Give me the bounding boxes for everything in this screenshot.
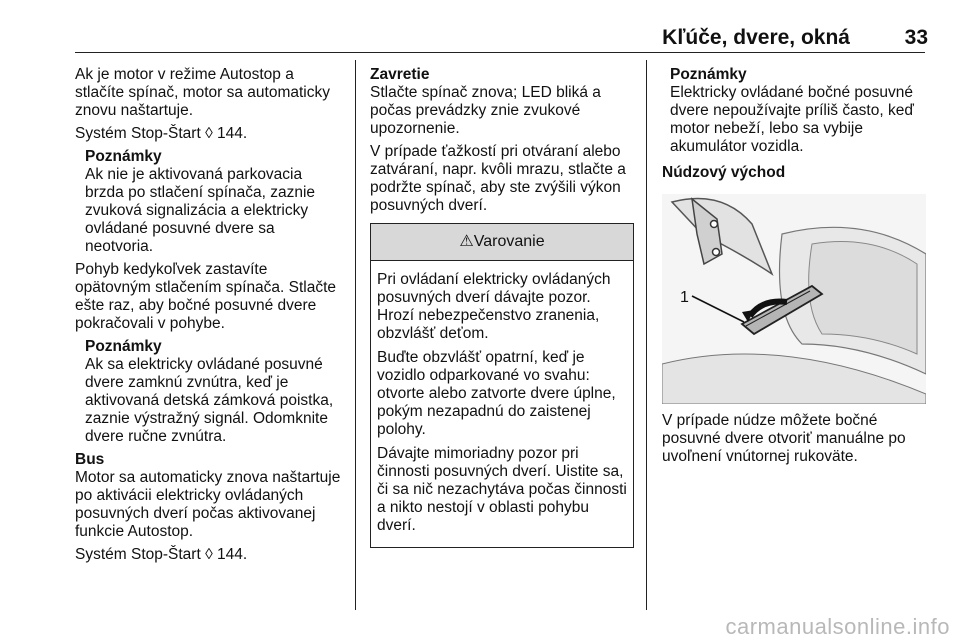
warning-paragraph: Pri ovládaní elektricky ovládaných posuvných dverí dávajte pozor. Hrozí nebezpečenstvo zranenia, obzvlášť deťom. [377, 271, 611, 342]
cross-reference: Systém Stop-Štart ◊ 144. [75, 546, 248, 563]
middle-column [370, 66, 635, 548]
note-text: Elektricky ovládané bočné posuvné dvere nepoužívajte príliš často, keď motor nebeží, lebo sa vybije akumulátor vozidla. [670, 84, 914, 155]
note-text: Ak nie je aktivovaná parkovacia brzda po stlačení spínača, zaznie zvuková signalizácia a elektricky ovládané posuvné dvere sa neotvoria. [85, 166, 316, 255]
note-title: Poznámky [85, 148, 162, 165]
warning-box [370, 223, 634, 548]
paragraph-bus: Motor sa automaticky znova naštartuje po aktivácii elektricky ovládaných posuvných dverí počas aktivovanej funkcie Autostop. [75, 469, 341, 540]
page-number: 33 [904, 26, 928, 49]
warning-triangle-icon: ⚠ [459, 233, 474, 250]
warning-header [371, 224, 633, 261]
paragraph-difficulty: V prípade ťažkostí pri otváraní alebo zatváraní, napr. kvôli mrazu, stlačte a podržte spínač, aby ste zvýšili výkon posuvných dverí. [370, 143, 626, 214]
column-divider-2 [646, 60, 647, 610]
paragraph-close: Stlačte spínač znova; LED bliká a počas prevádzky znie zvukové upozornenie. [370, 84, 601, 137]
note-block [670, 66, 932, 156]
note-title: Poznámky [670, 66, 747, 83]
warning-title: Varovanie [473, 233, 545, 250]
header-divider [75, 52, 925, 53]
watermark: carmanualsonline.info [725, 614, 950, 639]
column-divider-1 [355, 60, 356, 610]
warning-paragraph: Dávajte mimoriadny pozor pri činnosti posuvných dverí. Uistite sa, či sa nič nezachytáva počas činnosti a nikto nestojí v oblasti pohybu dverí. [377, 445, 627, 534]
left-column [75, 66, 345, 569]
door-interior-illustration [662, 194, 926, 404]
page-title: Kľúče, dvere, okná [662, 26, 850, 49]
paragraph-stop-motion: Pohyb kedykoľvek zastavíte opätovným stlačením spínača. Stlačte ešte raz, aby bočné posuvné dvere pokračovali v pohybe. [75, 261, 337, 332]
emergency-handle-figure [662, 194, 926, 404]
paragraph-autostop: Ak je motor v režime Autostop a stlačíte spínač, motor sa automaticky znovu naštartuje. [75, 66, 330, 119]
note-block [85, 148, 345, 256]
warning-paragraph: Buďte obzvlášť opatrní, keď je vozidlo odparkované vo svahu: otvorte alebo zatvorte dvere úplne, pokým nezapadnú do zaistenej polohy. [377, 349, 616, 438]
figure-callout-label: 1 [680, 289, 689, 306]
note-text: Ak sa elektricky ovládané posuvné dvere zamknú zvnútra, keď je aktivovaná detská zámková poistka, zaznie výstražný signál. Odomknite dvere ručne zvnútra. [85, 356, 334, 445]
section-heading-emergency: Núdzový východ [662, 164, 786, 181]
section-heading-close: Zavretie [370, 66, 430, 83]
warning-body [371, 261, 633, 547]
section-heading-bus: Bus [75, 451, 105, 468]
paragraph-emergency: V prípade núdze môžete bočné posuvné dvere otvoriť manuálne po uvoľnení vnútornej rukoväte. [662, 412, 906, 465]
right-column [662, 66, 932, 471]
note-block [85, 338, 345, 446]
note-title: Poznámky [85, 338, 162, 355]
cross-reference: Systém Stop-Štart ◊ 144. [75, 125, 248, 142]
